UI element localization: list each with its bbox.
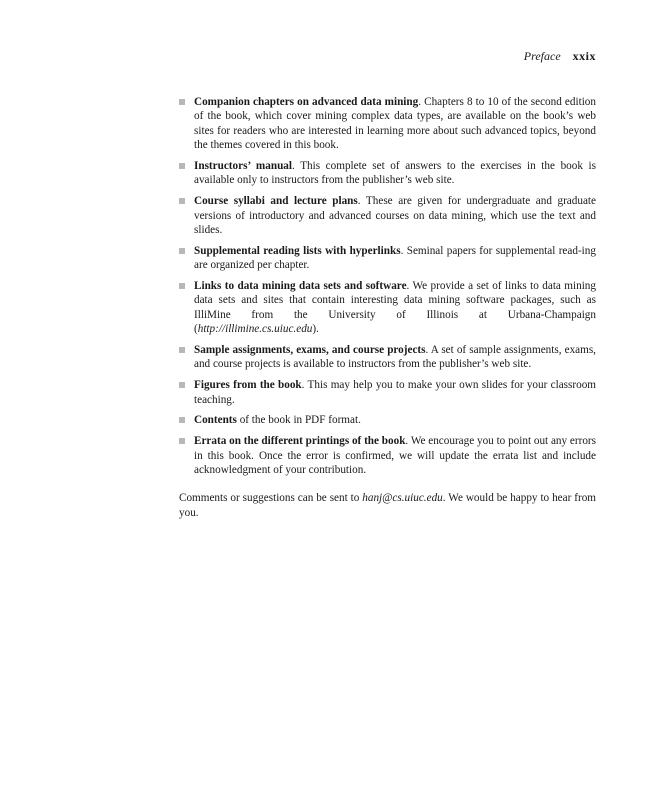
list-item-instructors-manual (179, 159, 596, 188)
item-text: . This may help you to make your own slides for your classroom teaching. (194, 379, 596, 406)
item-lead: Supplemental reading lists with hyperlinks (194, 244, 401, 257)
square-bullet-icon (179, 163, 185, 169)
resource-list (179, 95, 596, 477)
item-lead: Contents (194, 414, 237, 427)
list-item-data-sets-links (179, 279, 596, 337)
square-bullet-icon (179, 438, 185, 444)
item-lead: Course syllabi and lecture plans (194, 195, 358, 208)
item-lead: Links to data mining data sets and software (194, 280, 407, 293)
list-item-reading-lists (179, 244, 596, 273)
square-bullet-icon (179, 417, 185, 423)
closing-text-after: . We would be happy to hear from you. (179, 492, 596, 519)
item-lead: Errata on the different printings of the book (194, 435, 406, 448)
square-bullet-icon (179, 198, 185, 204)
item-text: . We provide a set of links to data mining data sets and sites that contain interesting data mining software packages, such as IlliMine from the University of Illinois at Urbana-Champaign ( (194, 280, 596, 336)
list-item-companion-chapters (179, 95, 596, 153)
square-bullet-icon (179, 347, 185, 353)
item-text: . Seminal papers for supplemental read-ing are organized per chapter. (194, 244, 596, 272)
item-lead: Companion chapters on advanced data mining (194, 96, 419, 108)
item-text: . A set of sample assignments, exams, and course projects is available to instructors from the publisher’s web site. (194, 344, 596, 371)
running-head (524, 48, 596, 64)
list-item-sample-assignments (179, 343, 596, 372)
item-text: of the book in PDF format. (236, 414, 361, 427)
running-head-section: Preface (523, 49, 561, 63)
page-number: xxix (572, 49, 596, 63)
closing-paragraph (179, 491, 596, 520)
list-item-contents (179, 413, 596, 427)
illimine-url-link[interactable]: http://illimine.cs.uiuc.edu (197, 323, 313, 336)
list-item-course-syllabi (179, 194, 596, 237)
item-lead: Figures from the book (194, 379, 302, 392)
main-content (179, 95, 596, 520)
item-text: . This complete set of answers to the exercises in the book is available only to instructors from the publisher’s web site. (194, 160, 596, 187)
square-bullet-icon (179, 382, 185, 388)
square-bullet-icon (179, 248, 185, 254)
item-lead: Sample assignments, exams, and course projects (194, 344, 426, 357)
item-text: . These are given for undergraduate and graduate versions of introductory and advanced courses on data mining, which use the text and slides. (194, 195, 596, 237)
email-link[interactable]: hanj@cs.uiuc.edu (362, 492, 443, 505)
item-text: . We encourage you to point out any errors in this book. Once the error is confirmed, we will update the errata list and include acknowledgment of your contribution. (194, 435, 597, 477)
square-bullet-icon (179, 283, 185, 289)
closing-text: Comments or suggestions can be sent to (179, 492, 363, 505)
list-item-figures (179, 378, 596, 407)
item-text: . Chapters 8 to 10 of the second edition of the book, which cover mining complex data types, are available on the book’s web sites for readers who are interested in learning more about such advanced topics, beyond the themes covered in this book. (194, 96, 596, 152)
square-bullet-icon (179, 99, 185, 105)
item-text-after: ). (312, 323, 319, 336)
list-item-errata (179, 434, 596, 477)
item-lead: Instructors’ manual (194, 160, 292, 173)
